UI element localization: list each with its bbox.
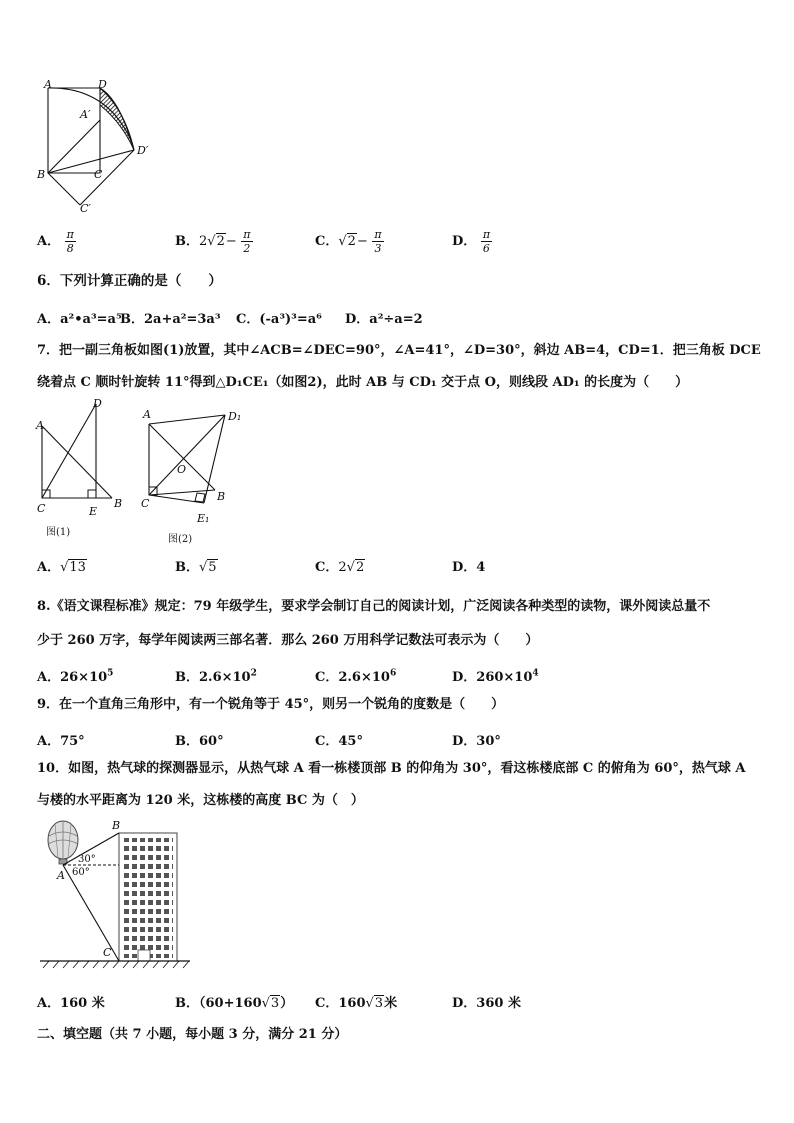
q10-option-b[interactable]: B．（60+160√3） [175, 996, 294, 1011]
q5-label-C: C [94, 168, 103, 181]
q5-option-b[interactable]: B．2√2− $\frac{\pi}{2}$ [175, 228, 251, 255]
q7-fig1-label-B: B [114, 497, 123, 510]
q5-option-c[interactable]: C．√2− $\frac{\pi}{3}$ [315, 228, 382, 255]
q5-label-D-prime: D′ [137, 144, 149, 157]
q6-option-b[interactable]: B．2a+a²=3a³ [120, 312, 221, 327]
q8-option-b[interactable]: B．$2.6\times 10^2$ [175, 668, 257, 685]
q9-stem: 9．在一个直角三角形中，有一个锐角等于 45°，则另一个锐角的度数是（ ） [37, 697, 505, 712]
section-2-heading: 二、填空题（共 7 小题，每小题 3 分，满分 21 分） [37, 1027, 348, 1042]
q7-fig1-caption: 图(1) [46, 527, 71, 538]
q7-fig2-label-A: A [143, 408, 151, 421]
q6-option-a[interactable]: A．a²•a³=a⁵ [37, 312, 122, 327]
q9-option-a[interactable]: A．75° [37, 734, 85, 749]
q5-label-C-prime: C′ [80, 202, 91, 215]
q7-option-a[interactable]: A．√13 [37, 560, 86, 575]
q7-fig2-label-O: O [177, 463, 187, 476]
q5-label-A: A [44, 78, 52, 91]
q7-fig2-label-D1: D₁ [228, 410, 242, 423]
q10-label-angle-60: 60° [72, 867, 90, 878]
q7-fig2-label-E1: E₁ [197, 512, 210, 525]
q7-figure-1 [30, 398, 130, 513]
q5-label-A-prime: A′ [80, 108, 91, 121]
q7-stem-line1: 7．把一副三角板如图(1)放置，其中∠ACB=∠DEC=90°，∠A=41°，∠D=30°，斜边 AB=4，CD=1．把三角板 DCE [37, 343, 761, 358]
q7-fig1-label-D: D [93, 397, 102, 410]
q6-stem: 6．下列计算正确的是（ ） [37, 273, 222, 289]
q6-option-c[interactable]: C．(-a³)³=a⁶ [236, 312, 322, 327]
q8-stem-line1: 8.《语文课程标准》规定：79 年级学生，要求学会制订自己的阅读计划，广泛阅读各种类型的读物，课外阅读总量不 [37, 599, 711, 614]
q10-label-B: B [112, 819, 121, 832]
q10-figure [35, 818, 195, 973]
q10-option-d[interactable]: D．360 米 [452, 996, 521, 1011]
q10-option-c[interactable]: C．160√3米 [315, 996, 398, 1011]
q8-option-c[interactable]: C．$2.6\times 10^6$ [315, 668, 397, 685]
q5-label-B: B [37, 168, 46, 181]
q6-option-d[interactable]: D．a²÷a=2 [345, 312, 423, 327]
q10-option-a[interactable]: A．160 米 [37, 996, 105, 1011]
q7-fig2-label-B: B [217, 490, 226, 503]
q8-stem-line2: 少于 260 万字，每学年阅读两三部名著．那么 260 万用科学记数法可表示为（ ） [37, 633, 539, 648]
q10-stem-line2: 与楼的水平距离为 120 米，这栋楼的高度 BC 为（ ） [37, 793, 364, 808]
q7-fig2-label-C: C [141, 497, 150, 510]
q8-option-a[interactable]: A．$26\times 10^5$ [37, 668, 114, 685]
q7-option-c[interactable]: C．2√2 [315, 560, 365, 575]
q9-option-c[interactable]: C．45° [315, 734, 363, 749]
q10-label-C: C [103, 946, 112, 959]
q10-label-angle-30: 30° [78, 854, 96, 865]
q7-option-b[interactable]: B．√5 [175, 560, 217, 575]
q7-stem-line2: 绕着点 C 顺时针旋转 11°得到△D₁CE₁（如图2)，此时 AB 与 CD₁ 交于点 O，则线段 AD₁ 的长度为（ ） [37, 375, 689, 390]
q5-option-d[interactable]: D． $\frac{\pi}{6}$ [452, 228, 491, 255]
q5-label-D: D [98, 78, 107, 91]
q9-option-b[interactable]: B．60° [175, 734, 224, 749]
q5-option-a-fraction: $\frac{\pi}{8}$ [66, 228, 74, 255]
q10-label-A: A [57, 869, 65, 882]
q7-fig1-label-E: E [89, 505, 98, 518]
q7-fig1-label-A: A [36, 419, 44, 432]
q7-fig1-label-C: C [37, 502, 46, 515]
q8-option-d[interactable]: D．$260\times 10^4$ [452, 668, 539, 685]
q5-option-a[interactable]: A． $\frac{\pi}{8}$ [37, 228, 74, 255]
q7-option-d[interactable]: D．4 [452, 560, 486, 575]
q10-stem-line1: 10．如图，热气球的探测器显示，从热气球 A 看一栋楼顶部 B 的仰角为 30°，看这栋楼底部 C 的俯角为 60°，热气球 A [37, 761, 746, 776]
q7-fig2-caption: 图(2) [168, 534, 193, 545]
q9-option-d[interactable]: D．30° [452, 734, 501, 749]
